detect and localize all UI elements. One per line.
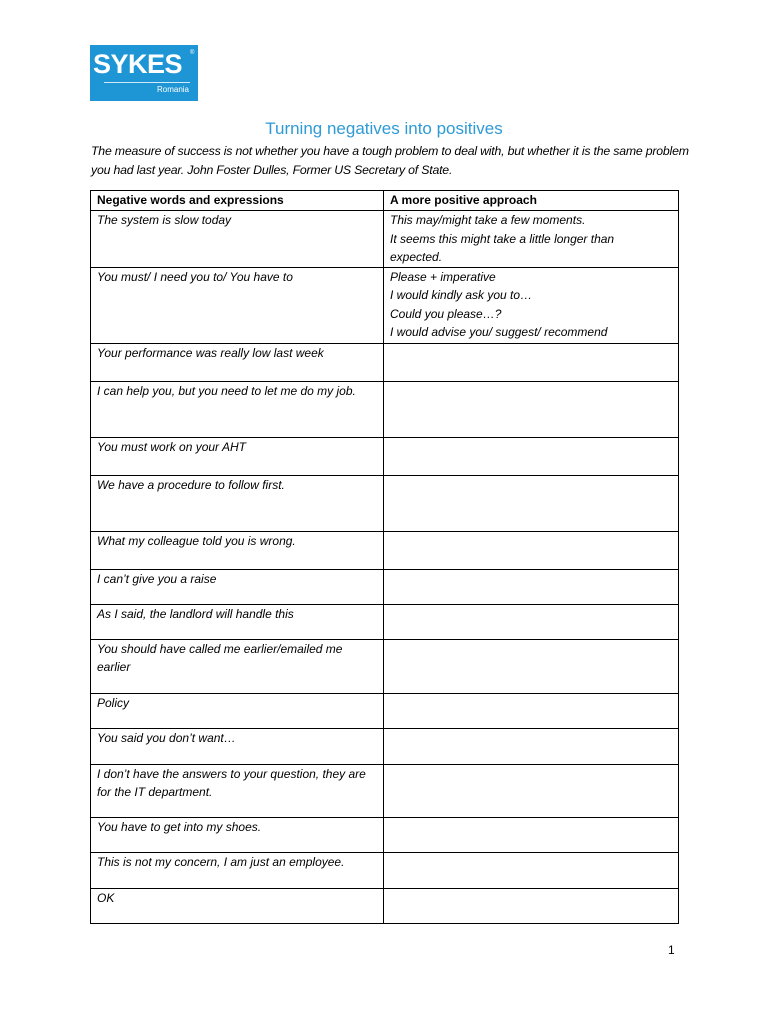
positive-cell (384, 343, 679, 381)
positive-line: Could you please…? (390, 306, 502, 321)
positive-cell (384, 693, 679, 728)
table-row (91, 728, 679, 764)
table-row (91, 267, 679, 343)
negative-cell: You have to get into my shoes. (91, 817, 384, 852)
positive-line: This may/might take a few moments. (390, 213, 586, 227)
positive-cell (384, 817, 679, 852)
positive-cell (384, 267, 679, 343)
positive-cell (384, 604, 679, 639)
positive-cell (384, 211, 679, 268)
table-row (91, 475, 679, 531)
positive-line: expected. (390, 250, 443, 264)
sykes-logo (90, 45, 198, 101)
expressions-table (90, 190, 679, 924)
positive-cell (384, 381, 679, 437)
negative-cell: I don’t have the answers to your question, they are for the IT department. (91, 764, 384, 817)
table-row (91, 888, 679, 923)
table-row (91, 764, 679, 817)
table-row (91, 531, 679, 569)
negative-cell: You must/ I need you to/ You have to (91, 267, 384, 343)
table-row (91, 211, 679, 268)
intro-quote: The measure of success is not whether you have a tough problem to deal with, but whether it is the same problem you had last year. John Foster Dulles, Former US Secretary of State. (91, 144, 689, 177)
positive-line: It seems this might take a little longer than (390, 231, 615, 246)
page-title: Turning negatives into positives (265, 119, 503, 138)
positive-cell (384, 764, 679, 817)
header-negative: Negative words and expressions (91, 191, 384, 211)
table-row (91, 343, 679, 381)
positive-line: I would advise you/ suggest/ recommend (390, 325, 608, 339)
table-row (91, 817, 679, 852)
negative-cell: I can’t give you a raise (91, 569, 384, 604)
positive-line: Please + imperative (390, 269, 496, 284)
positive-cell (384, 852, 679, 888)
header-positive: A more positive approach (384, 191, 679, 211)
table-row (91, 569, 679, 604)
negative-cell: As I said, the landlord will handle this (91, 604, 384, 639)
negative-cell: Your performance was really low last week (91, 343, 384, 381)
table-header-row (91, 191, 679, 211)
negative-cell: The system is slow today (91, 211, 384, 268)
negative-cell: We have a procedure to follow first. (91, 475, 384, 531)
positive-cell (384, 728, 679, 764)
table-row (91, 381, 679, 437)
negative-cell: You should have called me earlier/emailed me earlier (91, 639, 384, 693)
positive-cell (384, 475, 679, 531)
table-row (91, 604, 679, 639)
table-row (91, 852, 679, 888)
positive-cell (384, 531, 679, 569)
positive-cell (384, 639, 679, 693)
logo-registered-mark: ® (190, 50, 195, 56)
page-number: 1 (668, 943, 675, 957)
negative-cell: You said you don’t want… (91, 728, 384, 764)
logo-divider (104, 82, 190, 83)
logo-subtitle: Romania (156, 85, 189, 94)
negative-cell: This is not my concern, I am just an employee. (91, 852, 384, 888)
logo-name: SYKES (93, 49, 183, 79)
positive-cell (384, 437, 679, 475)
table-row (91, 693, 679, 728)
positive-cell (384, 569, 679, 604)
negative-cell: OK (91, 888, 384, 923)
positive-cell (384, 888, 679, 923)
table-row (91, 437, 679, 475)
negative-cell: I can help you, but you need to let me do my job. (91, 381, 384, 437)
table-row (91, 639, 679, 693)
negative-cell: You must work on your AHT (91, 437, 384, 475)
negative-cell: Policy (91, 693, 384, 728)
negative-cell: What my colleague told you is wrong. (91, 531, 384, 569)
positive-line: I would kindly ask you to… (390, 288, 533, 302)
